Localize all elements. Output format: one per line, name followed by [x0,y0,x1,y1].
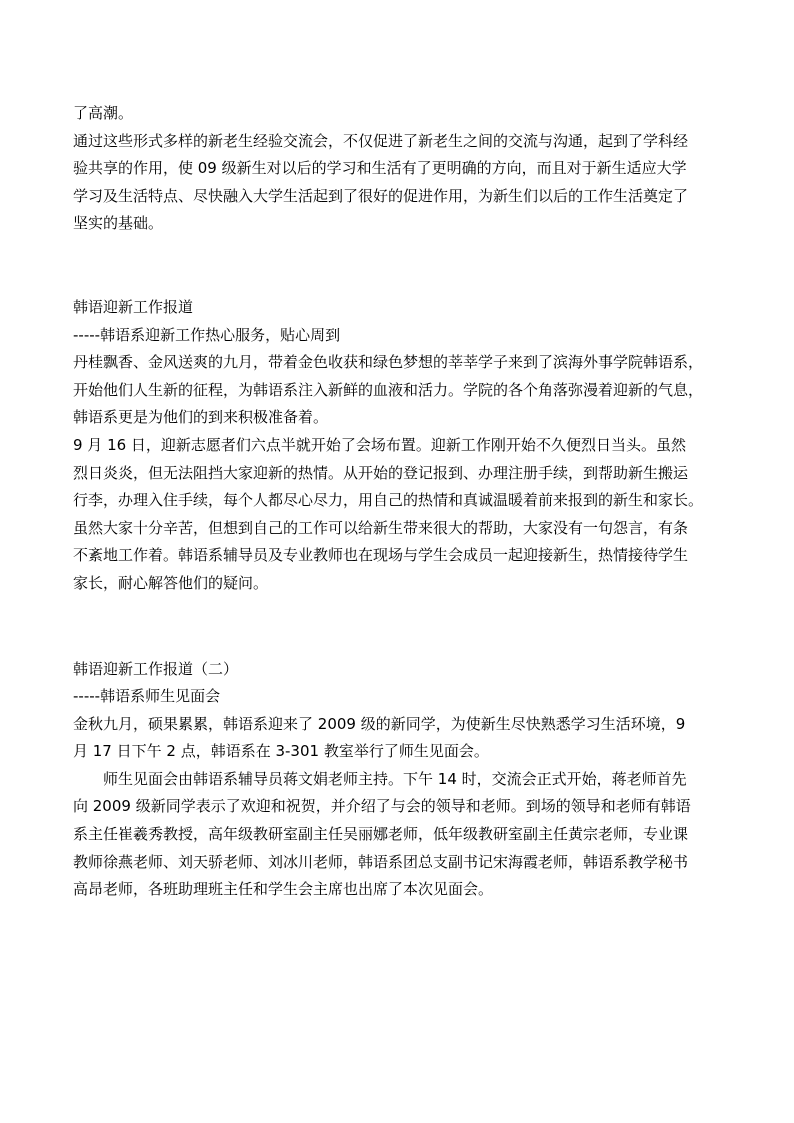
paragraph-line: 系主任崔羲秀教授，高年级教研室副主任吴丽娜老师，低年级教研室副主任黄宗老师，专业课 [73,825,689,844]
paragraph-line: 向 2009 级新同学表示了欢迎和祝贺，并介绍了与会的领导和老师。到场的领导和老师有韩语 [73,797,691,816]
section-spacer [73,598,723,656]
section-spacer [73,238,723,294]
section-title: 韩语迎新工作报道 [73,297,194,316]
paragraph-line: 烈日炎炎，但无法阻挡大家迎新的热情。从开始的登记报到、办理注册手续，到帮助新生搬运 [73,463,689,482]
section-subtitle: -----韩语系师生见面会 [73,687,221,706]
section-title: 韩语迎新工作报道（二） [73,659,239,678]
paragraph-line: 行李，办理入住手续，每个人都尽心尽力，用自己的热情和真诚温暖着前来报到的新生和家长。 [73,491,704,510]
paragraph-line: 学习及生活特点、尽快融入大学生活起到了很好的促进作用，为新生们以后的工作生活奠定了 [73,186,689,205]
paragraph-line: 月 17 日下午 2 点，韩语系在 3-301 教室举行了师生见面会。 [73,742,489,761]
paragraph-line: 金秋九月，硕果累累，韩语系迎来了 2009 级的新同学，为使新生尽快熟悉学习生活环境，9 [73,714,686,733]
paragraph-line: 坚实的基础。 [73,214,164,233]
paragraph-line: 不紊地工作着。韩语系辅导员及专业教师也在现场与学生会成员一起迎接新生，热情接待学生 [73,546,689,565]
paragraph-line: 高昂老师，各班助理班主任和学生会主席也出席了本次见面会。 [73,880,494,899]
section-subtitle: -----韩语系迎新工作热心服务，贴心周到 [73,325,341,344]
paragraph-line: 虽然大家十分辛苦，但想到自己的工作可以给新生带来很大的帮助，大家没有一句怨言，有条 [73,518,689,537]
paragraph-line: 丹桂飘香、金风送爽的九月，带着金色收获和绿色梦想的莘莘学子来到了滨海外事学院韩语系， [73,353,704,372]
paragraph-line: 9 月 16 日，迎新志愿者们六点半就开始了会场布置。迎新工作刚开始不久便烈日当头。虽然 [73,435,686,454]
paragraph-line: 开始他们人生新的征程，为韩语系注入新鲜的血液和活力。学院的各个角落弥漫着迎新的气息， [73,380,704,399]
document-page [73,100,723,904]
paragraph-line-indented: 师生见面会由韩语系辅导员蒋文娟老师主持。下午 14 时，交流会正式开始，蒋老师首先 [103,769,687,788]
paragraph-line: 教师徐燕老师、刘天骄老师、刘冰川老师，韩语系团总支副书记宋海霞老师，韩语系教学秘书 [73,852,689,871]
paragraph-line: 家长，耐心解答他们的疑问。 [73,573,269,592]
section-meeting-report [73,656,723,904]
section-conclusion [73,100,723,238]
paragraph-line: 韩语系更是为他们的到来积极准备着。 [73,408,329,427]
paragraph-line: 验共享的作用，使 09 级新生对以后的学习和生活有了更明确的方向，而且对于新生适应大学 [73,159,687,178]
paragraph-line: 了高潮。 [73,104,134,122]
section-welcome-report [73,294,723,598]
paragraph-line: 通过这些形式多样的新老生经验交流会，不仅促进了新老生之间的交流与沟通，起到了学科经 [73,131,689,150]
